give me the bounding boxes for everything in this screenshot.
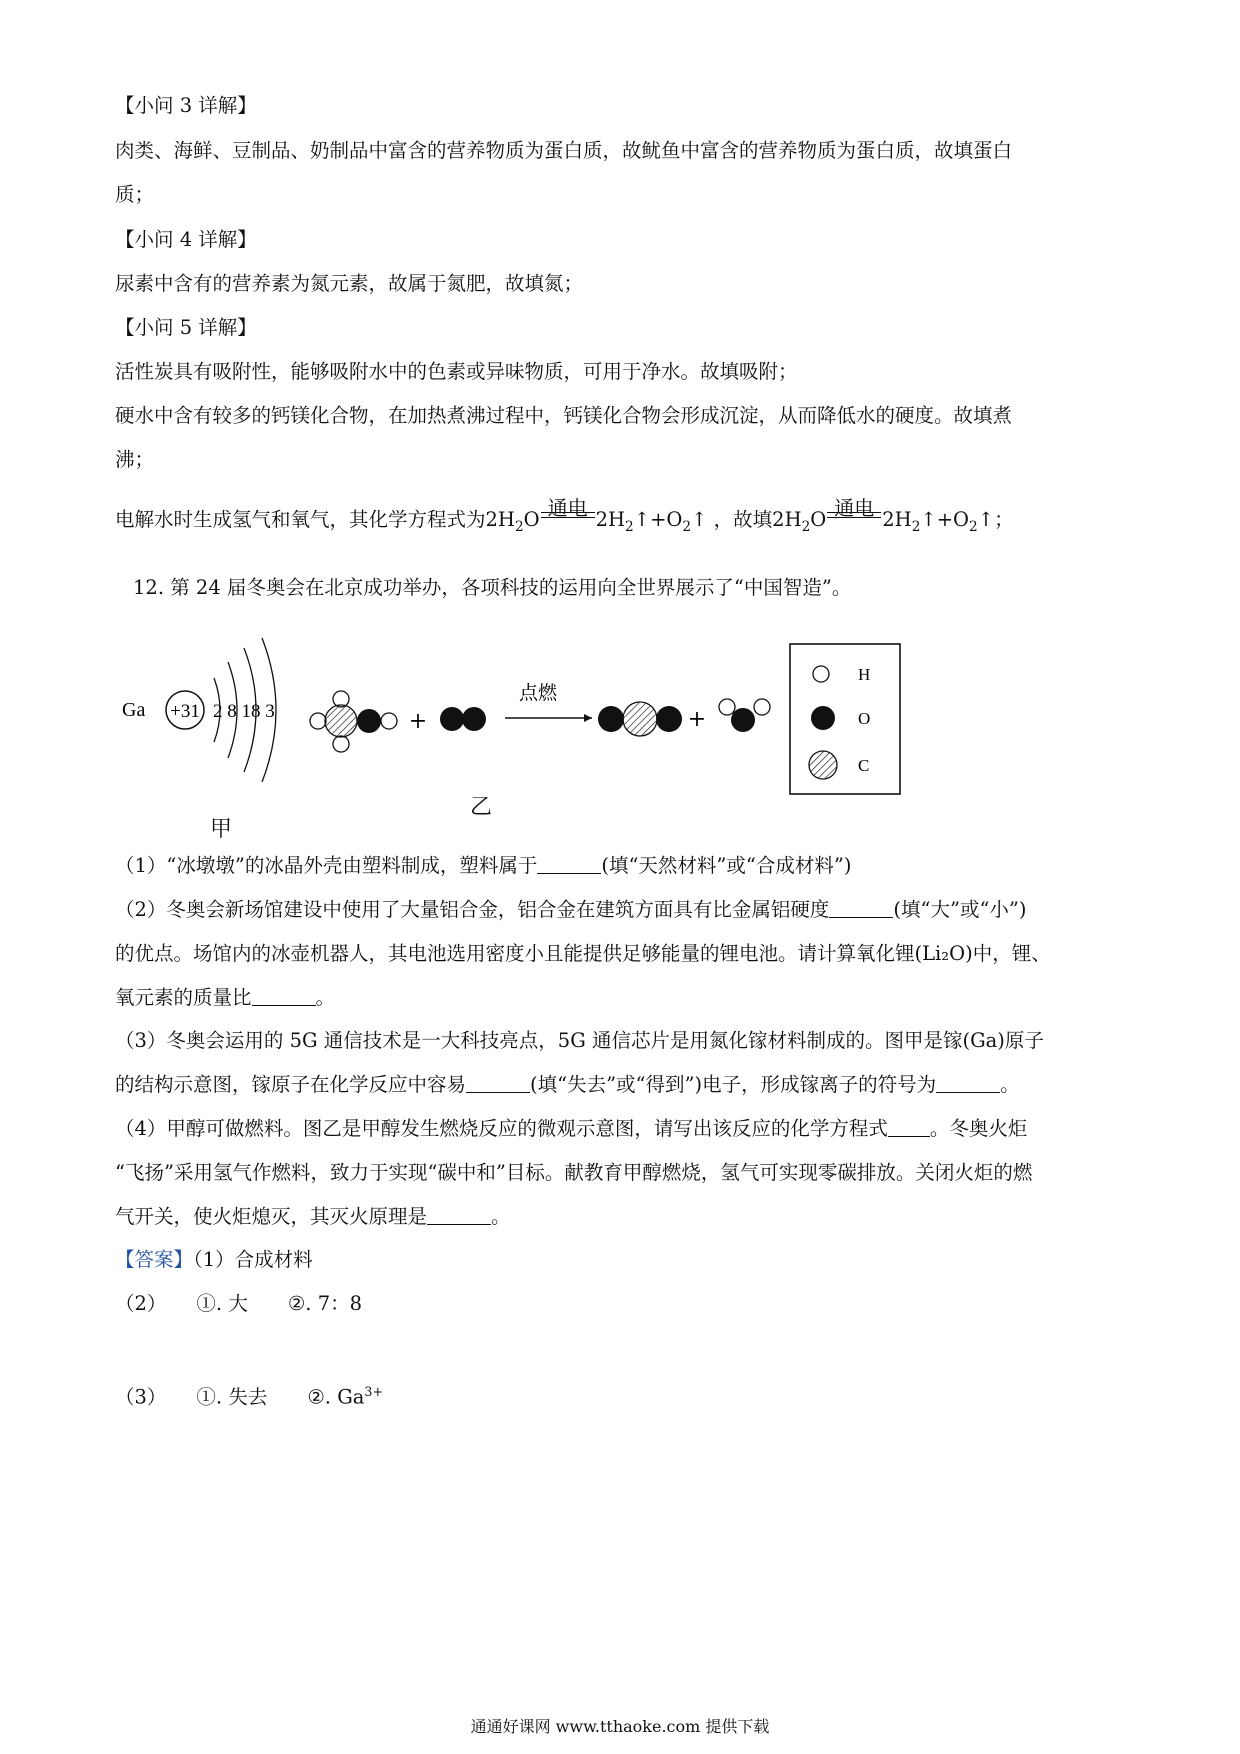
q12-part3-text: 的结构示意图，镓原子在化学反应中容易 xyxy=(115,1073,467,1096)
carbon-dioxide-molecule xyxy=(598,702,682,736)
answer-1: （1）合成材料 xyxy=(193,1248,313,1271)
methanol-molecule xyxy=(310,691,397,752)
label-yi: 乙 xyxy=(470,795,493,820)
plus-sign-1: + xyxy=(408,709,428,734)
q12-part1-text: （1）“冰墩墩”的冰晶外壳由塑料制成，塑料属于 xyxy=(115,854,538,877)
q5-body-line1: 活性炭具有吸附性，能够吸附水中的色素或异味物质，可用于净水。故填吸附； xyxy=(115,360,798,383)
answer-tag: 【答案】 xyxy=(115,1248,194,1271)
q12-figure xyxy=(0,620,1240,880)
q12-part1 xyxy=(115,852,851,880)
q12-part4-line1 xyxy=(115,1115,1027,1143)
equation-end-text: ； xyxy=(994,508,1014,531)
q12-part4-text-3: 气开关，使火炬熄灭，其灭火原理是 xyxy=(115,1205,428,1228)
q5-body-line3: 沸； xyxy=(115,448,155,471)
q12-part4-end: 。 xyxy=(491,1205,511,1228)
answer-blank-2 xyxy=(829,899,893,918)
q12-part4-line2: “飞扬”采用氢气作燃料，致力于实现“碳中和”目标。献教育甲醇燃烧，氢气可实现零碳排放。关闭火炬的燃 xyxy=(115,1161,1033,1184)
q12-part2-line3 xyxy=(115,984,335,1012)
answer-2-ii: ②. 7：8 xyxy=(287,1292,363,1315)
answer-blank-7 xyxy=(427,1206,491,1225)
q3-body-line2: 质； xyxy=(115,183,155,206)
q12-part1-hint: (填“天然材料”或“合成材料”) xyxy=(601,854,852,877)
q12-part2-text: （2）冬奥会新场馆建设中使用了大量铝合金，铝合金在建筑方面具有比金属铝硬度 xyxy=(115,898,830,921)
answer-line-2 xyxy=(115,1290,362,1318)
q4-heading: 【小问 4 详解】 xyxy=(115,228,257,251)
label-jia: 甲 xyxy=(210,817,233,842)
arrow-condition: 点燃 xyxy=(518,682,558,704)
q12-part2-text-3: 氧元素的质量比 xyxy=(115,986,252,1009)
equation-condition-2: 通电 xyxy=(834,496,875,520)
answer-2-i: ①. 大 xyxy=(196,1292,248,1315)
reaction-arrowhead xyxy=(584,714,592,722)
atom-symbol: Ga xyxy=(122,699,146,721)
nucleus-charge: +31 xyxy=(170,701,200,722)
answer-blank-4 xyxy=(466,1074,530,1093)
chem-equation-1: $2H_2O$ 通电 $2H_2↑+O_2↑$ xyxy=(485,496,708,535)
electron-shells: 2 8 18 3 xyxy=(213,701,275,722)
chem-equation-2: $2H_2O$ 通电 $2H_2↑+O_2↑$ xyxy=(772,496,995,535)
q12-part3-mid: (填“失去”或“得到”)电子，形成镓离子的符号为 xyxy=(530,1073,937,1096)
answer-blank-1 xyxy=(537,855,601,874)
page-footer: 通通好课网 www.tthaoke.com 提供下载 xyxy=(470,1717,770,1736)
answer-blank-6 xyxy=(888,1118,930,1137)
q4-body: 尿素中含有的营养素为氮元素，故属于氮肥，故填氮； xyxy=(115,272,584,295)
q12-part4-line3 xyxy=(115,1203,511,1231)
answer-blank-3 xyxy=(252,987,316,1006)
q3-heading: 【小问 3 详解】 xyxy=(115,94,257,117)
water-molecule xyxy=(719,699,770,732)
equation-mid-text: ，故填 xyxy=(713,508,773,531)
q5-body-line2: 硬水中含有较多的钙镁化合物，在加热煮沸过程中，钙镁化合物会形成沉淀，从而降低水的硬度。故填煮 xyxy=(115,404,1013,427)
q12-part2-end: 。 xyxy=(315,986,336,1009)
legend-c: C xyxy=(858,756,870,775)
answer-3-ii: ②. Ga xyxy=(307,1385,365,1409)
equation-lead-text: 电解水时生成氢气和氧气，其化学方程式为 xyxy=(115,508,486,531)
q12-part4-cont: 。冬奥火炬 xyxy=(929,1117,1028,1140)
q12-part2-line1 xyxy=(115,896,1027,924)
atom-legend xyxy=(790,644,900,794)
answer-2-number: （2） xyxy=(115,1292,167,1315)
oxygen-molecule xyxy=(440,707,486,731)
q12-part3-line2 xyxy=(115,1071,1020,1099)
answer-3-ii-superscript: 3+ xyxy=(364,1384,384,1399)
answer-3-i: ①. 失去 xyxy=(196,1385,268,1409)
answer-line-1 xyxy=(115,1246,313,1274)
q12-part3-end: 。 xyxy=(1000,1073,1020,1096)
legend-o: O xyxy=(858,709,871,728)
q12-part4-text: （4）甲醇可做燃料。图乙是甲醇发生燃烧反应的微观示意图，请写出该反应的化学方程式 xyxy=(115,1117,888,1140)
answer-blank-5 xyxy=(936,1074,1000,1093)
q3-body-line1: 肉类、海鲜、豆制品、奶制品中富含的营养物质为蛋白质，故鱿鱼中富含的营养物质为蛋白质，故填蛋白 xyxy=(115,139,1013,162)
electrolysis-equation-line xyxy=(115,496,1014,541)
answer-3-number: （3） xyxy=(115,1385,167,1409)
q12-part2-hint: (填“大”或“小”) xyxy=(893,898,1027,921)
legend-h: H xyxy=(858,665,871,684)
q12-part2-line2: 的优点。场馆内的冰壶机器人，其电池选用密度小且能提供足够能量的锂电池。请计算氧化锂(Li₂O)中，锂、 xyxy=(115,942,1051,965)
plus-sign-2: + xyxy=(687,707,707,732)
q12-stem: 12. 第 24 届冬奥会在北京成功举办，各项科技的运用向全世界展示了“中国智造”。 xyxy=(133,576,852,599)
q5-heading: 【小问 5 详解】 xyxy=(115,316,257,339)
answer-line-3 xyxy=(115,1378,383,1412)
q12-part3-line1: （3）冬奥会运用的 5G 通信技术是一大科技亮点，5G 通信芯片是用氮化镓材料制成的。图甲是镓(Ga)原子 xyxy=(115,1029,1044,1052)
equation-condition: 通电 xyxy=(547,496,588,520)
gallium-atom-diagram xyxy=(122,638,276,782)
